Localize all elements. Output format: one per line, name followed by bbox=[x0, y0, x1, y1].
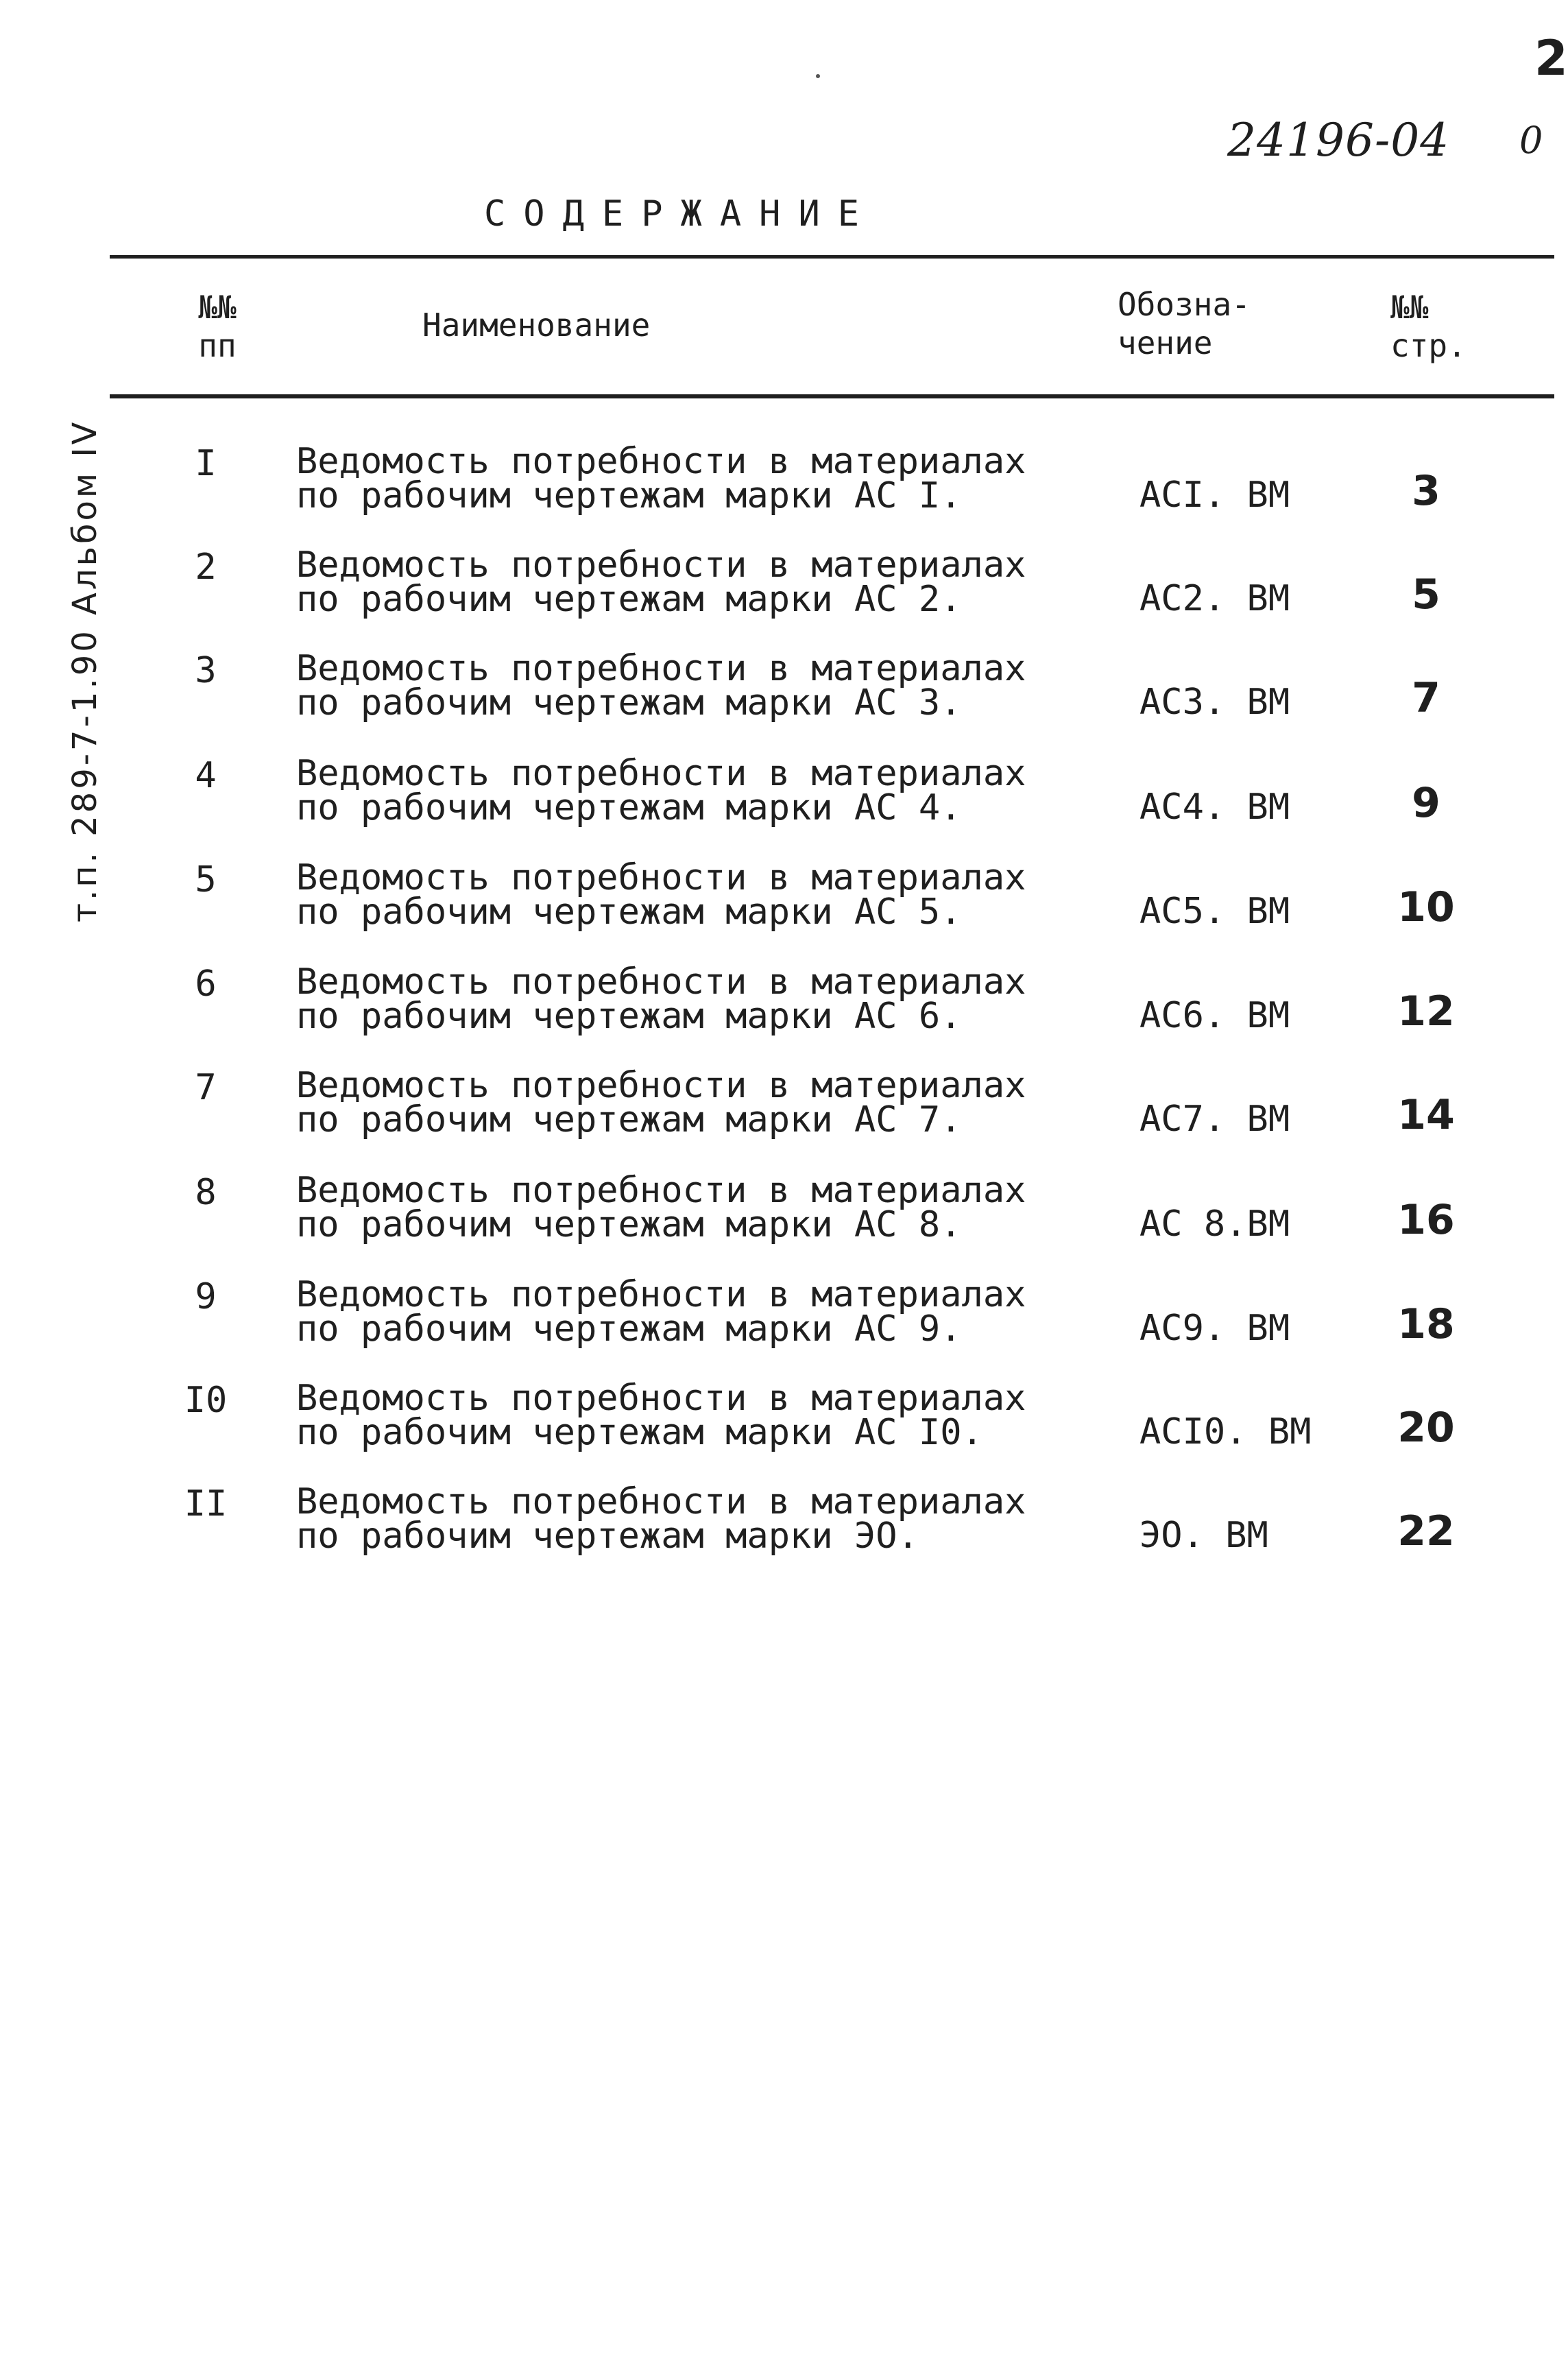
row-number: 5 bbox=[195, 859, 217, 900]
row-name bbox=[296, 1170, 1026, 1245]
row-code: АС7. ВМ bbox=[1139, 1099, 1290, 1140]
row-name-line1: Ведомость потребности в материалах bbox=[296, 1274, 1026, 1315]
table-row bbox=[0, 648, 1554, 754]
row-code: АС9. ВМ bbox=[1139, 1308, 1290, 1349]
page-title: СОДЕРЖАНИЕ bbox=[484, 193, 878, 235]
document-code: 24196-04 bbox=[1227, 114, 1450, 167]
row-name bbox=[296, 648, 1026, 723]
row-number: 6 bbox=[195, 963, 217, 1005]
row-page: 9 bbox=[1412, 779, 1440, 827]
header-page-line1: №№ bbox=[1390, 289, 1429, 326]
table-row bbox=[0, 544, 1554, 651]
row-name-line2: по рабочим чертежам марки АС 4. bbox=[296, 787, 962, 828]
row-number: I bbox=[195, 443, 217, 484]
row-name-line1: Ведомость потребности в материалах bbox=[296, 544, 1026, 586]
row-name-line2: по рабочим чертежам марки АС 5. bbox=[296, 891, 962, 933]
table-row bbox=[0, 753, 1554, 859]
row-name-line2: по рабочим чертежам марки АС 8. bbox=[296, 1204, 962, 1245]
header-number-line1: №№ bbox=[198, 289, 237, 326]
row-name-line2: по рабочим чертежам марки АС 6. bbox=[296, 996, 962, 1037]
row-code: АС5. ВМ bbox=[1139, 891, 1290, 932]
row-page: 16 bbox=[1397, 1196, 1455, 1244]
row-name-line1: Ведомость потребности в материалах bbox=[296, 1378, 1026, 1419]
row-number: 8 bbox=[195, 1172, 217, 1213]
header-number-line2: пп bbox=[198, 327, 237, 364]
table-row bbox=[0, 1274, 1554, 1380]
table-row bbox=[0, 441, 1554, 547]
row-code: АС2. ВМ bbox=[1139, 578, 1290, 619]
header-page bbox=[1390, 288, 1467, 365]
row-page: 14 bbox=[1397, 1091, 1455, 1139]
row-code: АС 8.ВМ bbox=[1139, 1204, 1290, 1245]
header-code-line2: чение bbox=[1118, 324, 1213, 361]
row-page: 20 bbox=[1397, 1404, 1455, 1452]
row-name-line1: Ведомость потребности в материалах bbox=[296, 441, 1026, 482]
row-page: 18 bbox=[1397, 1300, 1455, 1348]
row-number: II bbox=[184, 1483, 228, 1524]
header-page-line2: стр. bbox=[1390, 327, 1467, 364]
header-code-line1: Обозна- bbox=[1118, 286, 1251, 323]
top-rule bbox=[110, 255, 1554, 259]
row-name-line1: Ведомость потребности в материалах bbox=[296, 1170, 1026, 1211]
row-page: 3 bbox=[1412, 467, 1440, 515]
row-name bbox=[296, 1481, 1026, 1557]
row-name-line1: Ведомость потребности в материалах bbox=[296, 1481, 1026, 1522]
row-name-line1: Ведомость потребности в материалах bbox=[296, 961, 1026, 1003]
table-row bbox=[0, 961, 1554, 1068]
row-name-line2: по рабочим чертежам марки АС 2. bbox=[296, 579, 962, 620]
row-number: I0 bbox=[184, 1380, 228, 1421]
row-name-line2: по рабочим чертежам марки АС 3. bbox=[296, 682, 962, 723]
row-name bbox=[296, 961, 1026, 1037]
header-number bbox=[193, 288, 241, 365]
row-name bbox=[296, 1378, 1026, 1453]
row-name bbox=[296, 857, 1026, 933]
row-number: 9 bbox=[195, 1276, 217, 1317]
row-name-line1: Ведомость потребности в материалах bbox=[296, 753, 1026, 794]
side-album-label: т.п. 289-7-1.90 Альбом IV bbox=[66, 419, 104, 922]
table-row bbox=[0, 1170, 1554, 1276]
table-row bbox=[0, 857, 1554, 963]
row-code: АС6. ВМ bbox=[1139, 995, 1290, 1036]
row-code: АС4. ВМ bbox=[1139, 787, 1290, 828]
row-name-line2: по рабочим чертежам марки АС 7. bbox=[296, 1099, 962, 1140]
row-page: 22 bbox=[1397, 1507, 1455, 1555]
row-code: АСI. ВМ bbox=[1139, 475, 1290, 516]
row-number: 7 bbox=[195, 1067, 217, 1108]
table-row bbox=[0, 1065, 1554, 1171]
row-page: 5 bbox=[1412, 571, 1440, 619]
header-name: Наименование bbox=[422, 307, 651, 344]
row-page: 7 bbox=[1412, 674, 1440, 722]
row-number: 3 bbox=[195, 650, 217, 691]
row-name-line2: по рабочим чертежам марки АС I. bbox=[296, 475, 962, 516]
row-name bbox=[296, 1065, 1026, 1140]
document-code-tail: 0 bbox=[1519, 119, 1543, 162]
row-name bbox=[296, 544, 1026, 620]
row-name bbox=[296, 441, 1026, 516]
row-page: 10 bbox=[1397, 883, 1455, 931]
row-name-line2: по рабочим чертежам марки АС 9. bbox=[296, 1308, 962, 1350]
scan-speck bbox=[816, 74, 820, 78]
row-number: 2 bbox=[195, 547, 217, 588]
header-code bbox=[1118, 285, 1251, 362]
row-name-line1: Ведомость потребности в материалах bbox=[296, 857, 1026, 898]
row-name-line2: по рабочим чертежам марки АС I0. bbox=[296, 1412, 983, 1453]
row-code: АСI0. ВМ bbox=[1139, 1411, 1312, 1452]
table-row bbox=[0, 1378, 1554, 1484]
row-code: АС3. ВМ bbox=[1139, 682, 1290, 723]
row-code: ЭО. ВМ bbox=[1139, 1515, 1268, 1556]
header-rule bbox=[110, 394, 1554, 398]
row-name-line1: Ведомость потребности в материалах bbox=[296, 648, 1026, 689]
row-name bbox=[296, 753, 1026, 828]
table-row bbox=[0, 1481, 1554, 1588]
row-name bbox=[296, 1274, 1026, 1350]
page-corner-number: 2 bbox=[1534, 30, 1568, 86]
row-number: 4 bbox=[195, 755, 217, 796]
row-name-line1: Ведомость потребности в материалах bbox=[296, 1065, 1026, 1106]
row-page: 12 bbox=[1397, 987, 1455, 1036]
row-name-line2: по рабочим чертежам марки ЭО. bbox=[296, 1516, 919, 1557]
